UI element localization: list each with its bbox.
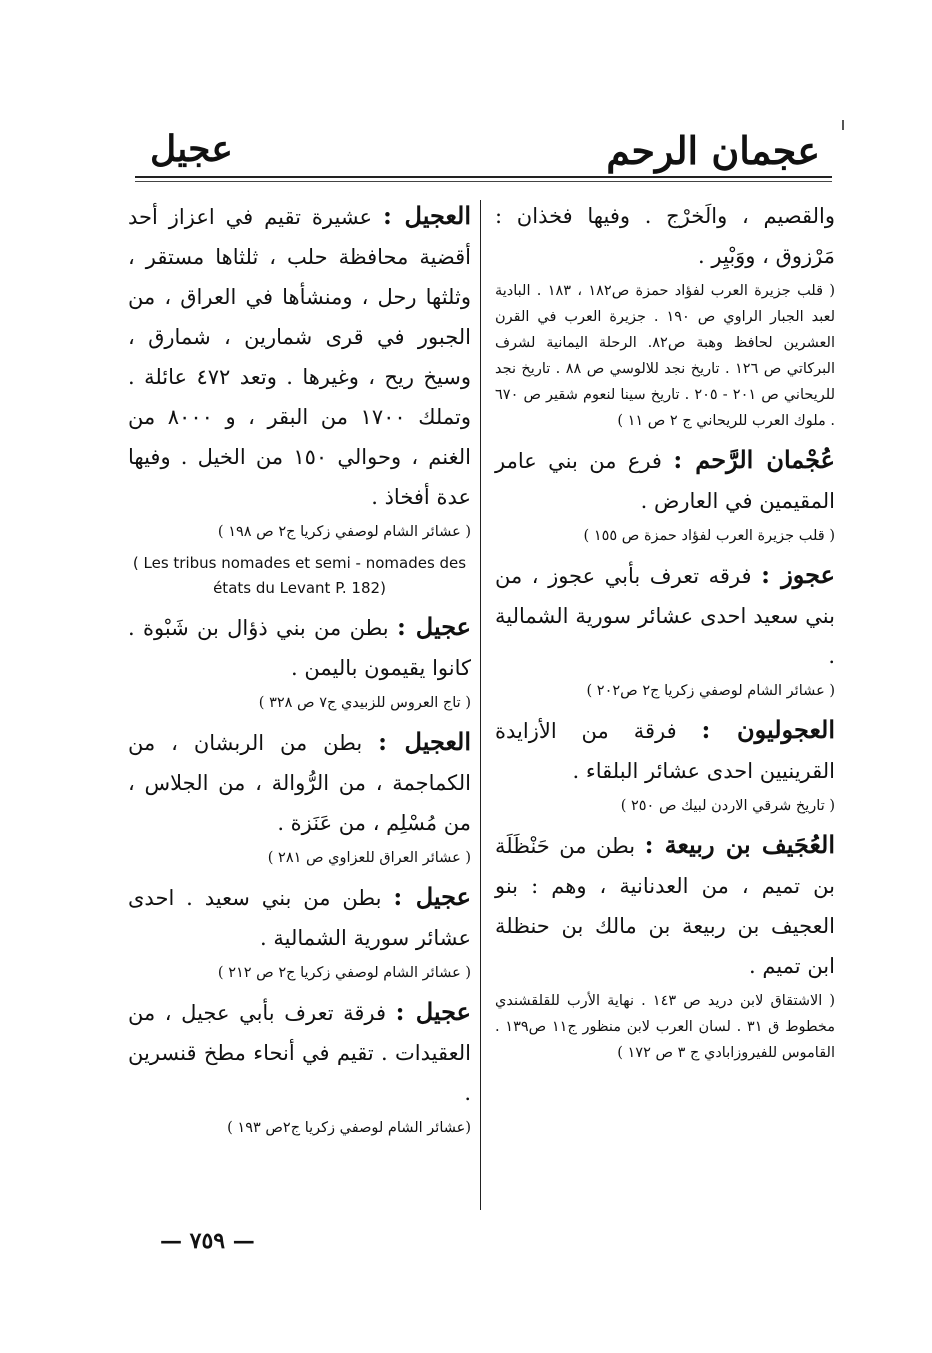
entry-headword: عجيل : xyxy=(393,882,471,911)
entry-reference: ( قلب جزيرة العرب لفؤاد حمزة ص١٨٢ ، ١٨٣ . البادية لعبد الجبار الراوي ص ١٩٠ . جزيرة العرب في القرن العشرين لحافظ وهبة ص٨٢. الرحلة اليمانية لشرف البركاتي ص ١٢٦ . تاريخ نجد للالوسي ص ٨٨ . تاريخ نجد للريحاني ص ٢٠١ - ٢٠٥ . تاريخ سينا لنعوم شقير ص ٦٧٠ . ملوك العرب للريحاني ج ٢ ص ١١ ) xyxy=(495,283,836,429)
entry-text xyxy=(128,196,471,517)
entry-reference: ( الاشتقاق لابن دريد ص ١٤٣ . نهاية الأرب للقلقشندي مخطوط ق ٣١ . لسان العرب لابن منظور ج١١ ص١٣٩ . القاموس للفيروزابادي ج ٣ ص ١٧٢ ) xyxy=(495,993,836,1061)
entry-text xyxy=(128,722,471,843)
entry-body: فرع من بني عامر المقيمين في العارض . xyxy=(495,449,835,513)
entry-body: عشيرة تقيم في اعزاز أحد أقضية محافظة حلب ، ثلثاها مستقر ، وثلثها رحل ، ومنشأها في العراق ، من الجبور في قرى شمارين ، شمارق ، وسيخ ريح ، وغيرها . وتعد ٤٧٢ عائلة . وتملك ١٧٠٠ من البقر ، و ٨٠٠٠ من الغنم ، وحوالي ١٥٠ من الخيل . وفيها عدة أفخاذ . xyxy=(128,205,471,509)
entry-reference: ( عشائر الشام لوصفي زكريا ج٢ ص٢٠٢ ) xyxy=(586,683,835,699)
entry-headword: عُجْمان الرَّحم : xyxy=(673,445,835,474)
entry-text xyxy=(128,992,471,1113)
entry-reference: ( عشائر الشام لوصفي زكريا ج٢ ص ٢١٢ ) xyxy=(217,965,471,981)
running-head-left: عجيل xyxy=(150,128,233,170)
entry-reference-latin: ( Les tribus nomades et semi - nomades des états du Levant P. 182) xyxy=(132,554,467,597)
entry-reference: ( عشائر العراق للعزاوي ص ٢٨١ ) xyxy=(267,850,471,866)
entry xyxy=(495,555,835,704)
left-column xyxy=(128,196,471,1147)
entry-body: فرقة تعرف بأبي عجيل ، من العقيدات . تقيم في أنحاء مطخ قنسرين . xyxy=(128,1001,471,1105)
entry-headword: عجيل : xyxy=(395,997,471,1026)
entry-body: بطن من حَنْظَلَة بن تميم ، من العدنانية ، وهم : بنو العجيف بن ربيعة بن مالك بن حنظلة ابن تميم . xyxy=(495,834,835,978)
entry-reference: (عشائر الشام لوصفي زكريا ج٢ص ١٩٣ ) xyxy=(227,1120,471,1136)
entry xyxy=(128,877,471,986)
entry-headword: العجيل : xyxy=(378,727,471,756)
header-rule xyxy=(135,176,832,178)
entry-text xyxy=(495,196,835,276)
entry-body: والقصيم ، والَخرْج . وفيها فخذان : مَرْزوق ، ووَبْيِر . xyxy=(495,204,835,268)
entry-text xyxy=(495,825,835,986)
column-divider xyxy=(480,200,481,1210)
entry-body: فرقه تعرف بأبي عجوز ، من بني سعيد احدى عشائر سورية الشمالية . xyxy=(495,564,835,668)
entry-headword: عجيل : xyxy=(396,612,472,641)
entry xyxy=(495,825,835,1066)
entry-reference: ( عشائر الشام لوصفي زكريا ج٢ ص ١٩٨ ) xyxy=(217,524,471,540)
entry-body: بطن من بني سعيد . احدى عشائر سورية الشمالية . xyxy=(128,886,471,950)
entry-text xyxy=(128,877,471,958)
entry-reference: ( تاج العروس للزبيدي ج٧ ص ٣٢٨ ) xyxy=(258,695,471,711)
entry-text xyxy=(495,555,835,676)
entry-text xyxy=(495,440,835,521)
entry xyxy=(128,196,471,601)
entry-headword: عجوز : xyxy=(761,560,835,589)
entry xyxy=(495,196,835,434)
entry-body: بطن من الربشان ، من الكماجمة ، من الرُّوالة ، من الجلاس ، من مُسْلِم ، من عَنَزة . xyxy=(128,731,471,835)
entry xyxy=(128,992,471,1141)
entry xyxy=(495,710,835,819)
entry-text xyxy=(128,607,471,688)
entry-headword: العجوليون : xyxy=(701,715,835,744)
entry-headword: العُجَيف بن ربيعة : xyxy=(644,830,836,859)
header-rule-thin xyxy=(135,181,832,182)
entry-text xyxy=(495,710,835,791)
entry xyxy=(128,722,471,871)
entry-headword: العجيل : xyxy=(383,201,472,230)
running-head-right: عجمان الرحم xyxy=(606,128,820,173)
entry-body: بطن من بني ذؤال بن شَبْوة . كانوا يقيمون باليمن . xyxy=(128,616,471,680)
entry-reference: ( قلب جزيرة العرب لفؤاد حمزة ص ١٥٥ ) xyxy=(583,528,835,544)
right-column xyxy=(495,196,835,1072)
entry xyxy=(128,607,471,716)
entry-reference: ( تاريخ شرقي الاردن لبيك ص ٢٥٠ ) xyxy=(620,798,835,814)
entry-body: فرقة من الأزايدة القرينيين احدى عشائر البلقاء . xyxy=(495,719,835,783)
entry xyxy=(495,440,835,549)
page-number: — ٧٥٩ — xyxy=(160,1228,255,1254)
corner-mark xyxy=(842,120,844,130)
